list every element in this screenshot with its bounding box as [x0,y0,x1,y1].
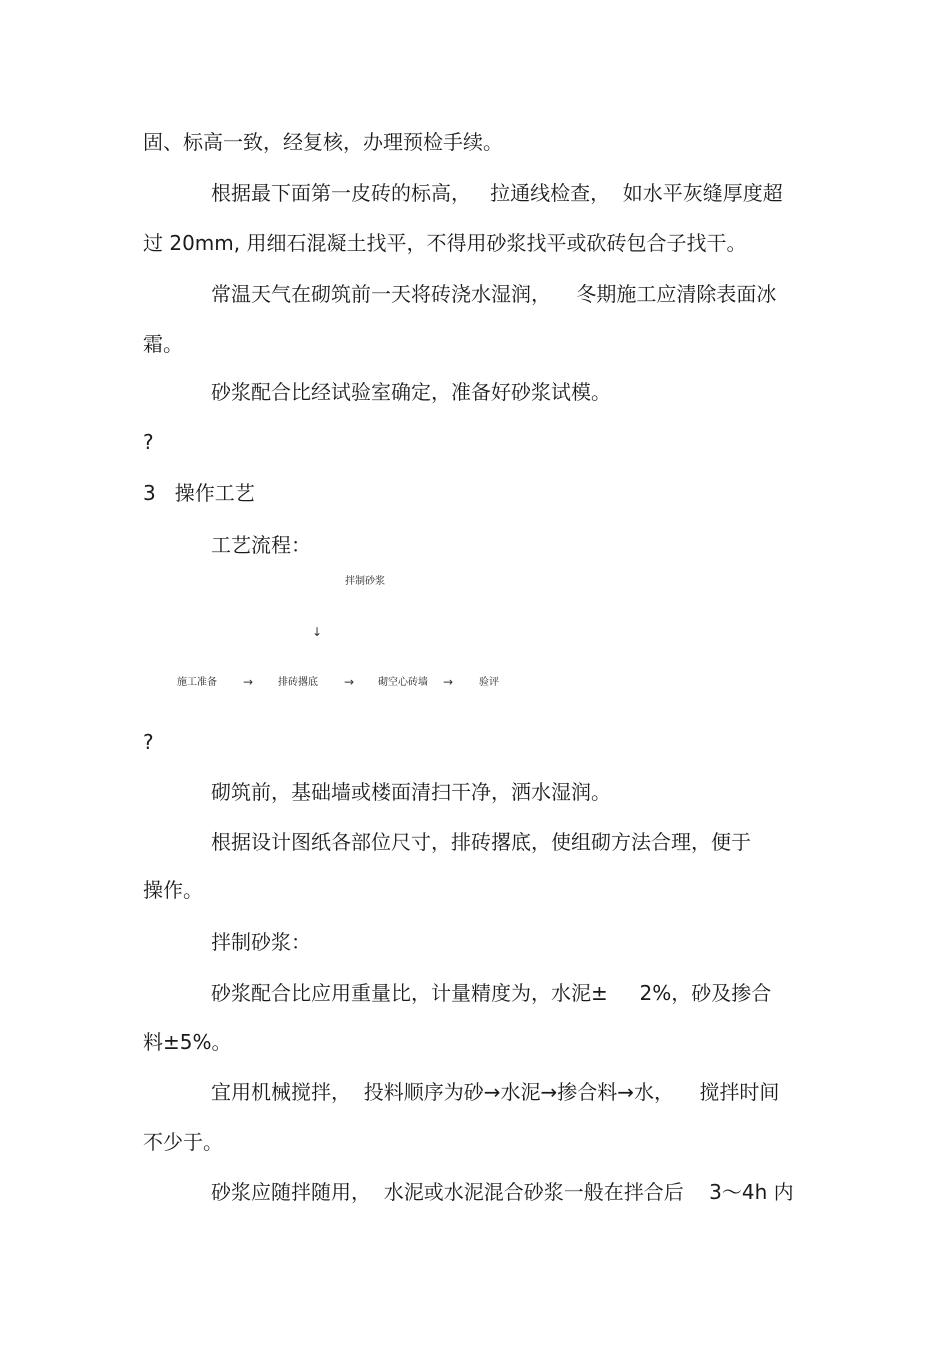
paragraph-line: 常温天气在砌筑前一天将砖浇水湿润， 冬期施工应清除表面冰 [211,282,777,306]
flow-node-layout: 排砖撂底 [278,677,318,688]
paragraph-line: 霜。 [143,332,183,356]
down-arrow-icon: ↓ [312,625,323,639]
right-arrow-icon: → [443,675,454,689]
paragraph-line: 过 20mm, 用细石混凝土找平，不得用砂浆找平或砍砖包合子找干。 [143,231,747,255]
placeholder-mark: ? [143,430,154,454]
paragraph-line: 拌制砂浆： [211,930,311,954]
paragraph-line: 不少于。 [143,1130,223,1154]
flow-label: 工艺流程： [211,533,311,557]
flow-node-build-wall: 砌空心砖墙 [378,677,428,688]
right-arrow-icon: → [243,675,254,689]
paragraph-line: 根据最下面第一皮砖的标高， 拉通线检查， 如水平灰缝厚度超 [211,181,783,205]
paragraph-line: 砂浆应随拌随用， 水泥或水泥混合砂浆一般在拌合后 3～4h 内 [211,1180,794,1204]
paragraph-line: 操作。 [143,878,203,902]
flow-node-prep: 施工准备 [177,677,217,688]
right-arrow-icon: → [344,675,355,689]
flow-node-evaluate: 验评 [479,677,499,688]
paragraph-line: 宜用机械搅拌， 投料顺序为砂→水泥→掺合料→水， 搅拌时间 [211,1080,780,1104]
paragraph-line: 砂浆配合比应用重量比，计量精度为，水泥± 2%，砂及掺合 [211,981,772,1005]
paragraph-line: 砌筑前，基础墙或楼面清扫干净，洒水湿润。 [211,780,611,804]
placeholder-mark: ? [143,730,154,754]
flow-node-mix-mortar: 拌制砂浆 [345,576,385,587]
paragraph-continuation: 固、标高一致，经复核，办理预检手续。 [143,130,503,154]
paragraph-line: 砂浆配合比经试验室确定，准备好砂浆试模。 [211,380,611,404]
paragraph-line: 根据设计图纸各部位尺寸，排砖撂底，使组砌方法合理，便于 [211,830,751,854]
section-heading: 3 操作工艺 [143,481,255,505]
paragraph-line: 料±5%。 [143,1030,232,1054]
